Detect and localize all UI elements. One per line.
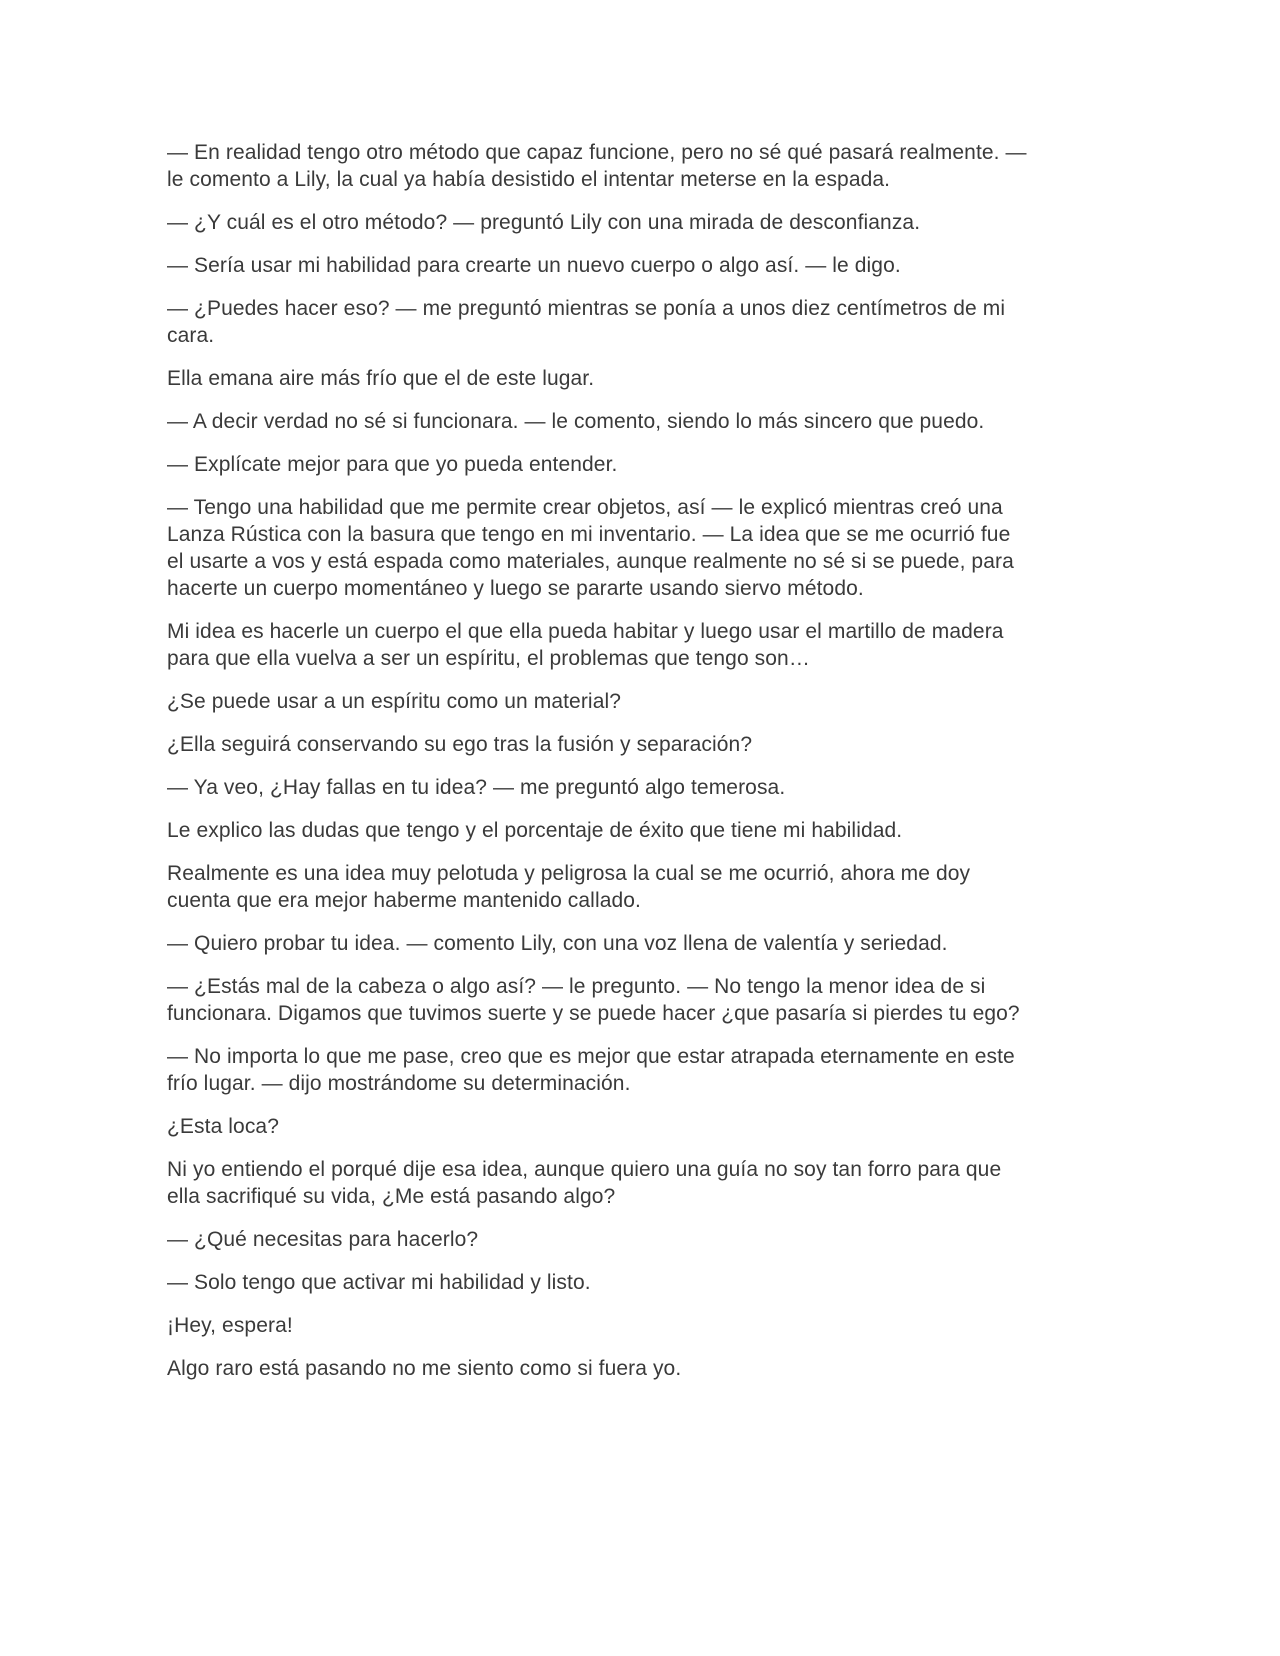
paragraph: — No importa lo que me pase, creo que es mejor que estar atrapada eternamente en este frío lugar. — dijo mostrándome su determinación.: [167, 1045, 1015, 1095]
paragraph: — En realidad tengo otro método que capaz funcione, pero no sé qué pasará realmente. — le comento a Lily, la cual ya había desistido el intentar meterse en la espada.: [167, 141, 1027, 191]
document-body: [167, 139, 1027, 1398]
paragraph: — Sería usar mi habilidad para crearte un nuevo cuerpo o algo así. — le digo.: [167, 254, 901, 277]
paragraph: ¡Hey, espera!: [167, 1314, 293, 1337]
paragraph: — ¿Estás mal de la cabeza o algo así? — le pregunto. — No tengo la menor idea de si funcionara. Digamos que tuvimos suerte y se puede hacer ¿que pasaría si pierdes tu ego?: [167, 975, 1020, 1025]
paragraph: Mi idea es hacerle un cuerpo el que ella pueda habitar y luego usar el martillo de madera para que ella vuelva a ser un espíritu, el problemas que tengo son…: [167, 620, 1004, 670]
paragraph: ¿Se puede usar a un espíritu como un material?: [167, 690, 622, 713]
paragraph: Realmente es una idea muy pelotuda y peligrosa la cual se me ocurrió, ahora me doy cuenta que era mejor haberme mantenido callado.: [167, 862, 971, 912]
paragraph: — Ya veo, ¿Hay fallas en tu idea? — me preguntó algo temerosa.: [167, 776, 786, 799]
paragraph: ¿Esta loca?: [167, 1115, 279, 1138]
paragraph: — ¿Y cuál es el otro método? — preguntó Lily con una mirada de desconfianza.: [167, 211, 921, 234]
paragraph: — ¿Puedes hacer eso? — me preguntó mientras se ponía a unos diez centímetros de mi cara.: [167, 297, 1006, 347]
paragraph: — Tengo una habilidad que me permite crear objetos, así — le explicó mientras creó una Lanza Rústica con la basura que tengo en mi inventario. — La idea que se me ocurrió fue el usarte a vos y está espada como materiales, aunque realmente no sé si se puede, para hacerte un cuerpo momentáneo y luego se pararte usando siervo método.: [167, 496, 1014, 600]
paragraph: — Quiero probar tu idea. — comento Lily, con una voz llena de valentía y seriedad.: [167, 932, 948, 955]
paragraph: Algo raro está pasando no me siento como si fuera yo.: [167, 1357, 682, 1380]
paragraph: Ni yo entiendo el porqué dije esa idea, aunque quiero una guía no soy tan forro para que ella sacrifiqué su vida, ¿Me está pasando algo?: [167, 1158, 1002, 1208]
paragraph: — Solo tengo que activar mi habilidad y listo.: [167, 1271, 591, 1294]
paragraph: ¿Ella seguirá conservando su ego tras la fusión y separación?: [167, 733, 753, 756]
paragraph: Ella emana aire más frío que el de este lugar.: [167, 367, 595, 390]
paragraph: — ¿Qué necesitas para hacerlo?: [167, 1228, 479, 1251]
paragraph: — A decir verdad no sé si funcionara. — le comento, siendo lo más sincero que puedo.: [167, 410, 985, 433]
paragraph: — Explícate mejor para que yo pueda entender.: [167, 453, 618, 476]
paragraph: Le explico las dudas que tengo y el porcentaje de éxito que tiene mi habilidad.: [167, 819, 903, 842]
